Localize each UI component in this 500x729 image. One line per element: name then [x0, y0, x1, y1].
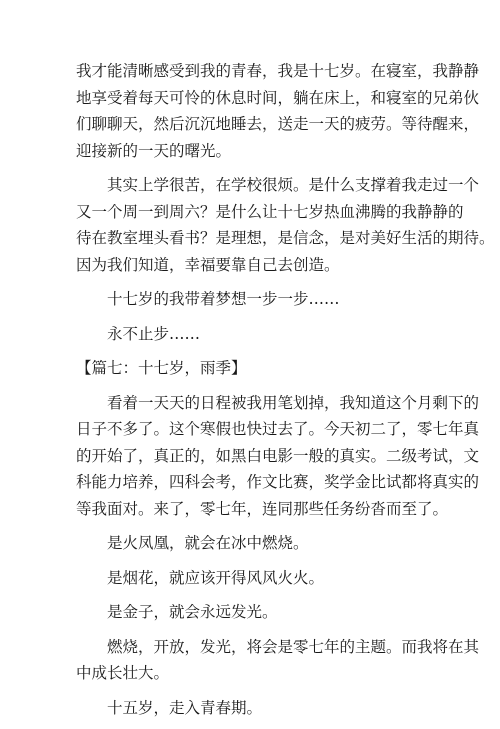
paragraph	[76, 695, 432, 722]
text-line: 又一个周一到周六？是什么让十七岁热血沸腾的我静静的	[76, 202, 464, 221]
text-line: 地享受着每天可怜的休息时间，躺在床上，和寝室的兄弟伙	[76, 88, 480, 107]
paragraph	[76, 286, 432, 313]
paragraph	[76, 172, 495, 278]
text-line: 的开始了，真正的，如黑白电影一般的真实。二级考试，文	[76, 446, 480, 465]
text-line: 看着一天天的日程被我用笔划掉，我知道这个月剩下的	[107, 393, 480, 412]
paragraph	[76, 634, 480, 687]
paragraph	[76, 58, 480, 164]
heading-text: 【篇七：十七岁，雨季】	[76, 359, 247, 377]
text-line: 迎接新的一天的曙光。	[76, 141, 232, 160]
text-line: 其实上学很苦，在学校很烦。是什么支撑着我走过一个	[107, 176, 480, 194]
text-line: 等我面对。来了，零七年，连同那些任务纷沓而至了。	[76, 499, 449, 518]
text-line: 是火凤凰，就会在冰中燃烧。	[107, 534, 309, 552]
text-line: 们聊聊天，然后沉沉地睡去，送走一天的疲劳。等待醒来，	[76, 115, 480, 133]
text-line: 日子不多了。这个寒假也快过去了。今天初二了，零七年真	[76, 420, 480, 438]
paragraph	[76, 530, 432, 557]
text-line: 待在教室埋头看书？是理想，是信念，是对美好生活的期待。	[76, 229, 495, 247]
text-line: 是烟花，就应该开得风风火火。	[107, 568, 325, 587]
text-line: 是金子，就会永远发光。	[107, 603, 278, 621]
paragraph	[76, 565, 432, 592]
text-line: 十五岁，走入青春期。	[107, 698, 263, 717]
section-heading	[76, 355, 432, 382]
paragraph	[76, 390, 480, 523]
text-line: 中成长壮大。	[76, 664, 170, 682]
text-line: 科能力培养，四科会考，作文比赛，奖学金比试都将真实的	[76, 473, 480, 491]
article-body	[76, 58, 495, 729]
text-line: 十七岁的我带着梦想一步一步……	[107, 290, 340, 308]
paragraph	[76, 321, 432, 348]
text-line: 燃烧，开放，发光，将会是零七年的主题。而我将在其	[107, 637, 480, 656]
text-line: 因为我们知道，幸福要靠自己去创造。	[76, 255, 340, 274]
paragraph	[76, 599, 432, 626]
text-line: 永不止步……	[107, 324, 201, 343]
text-line: 我才能清晰感受到我的青春，我是十七岁。在寝室，我静静	[76, 62, 480, 80]
